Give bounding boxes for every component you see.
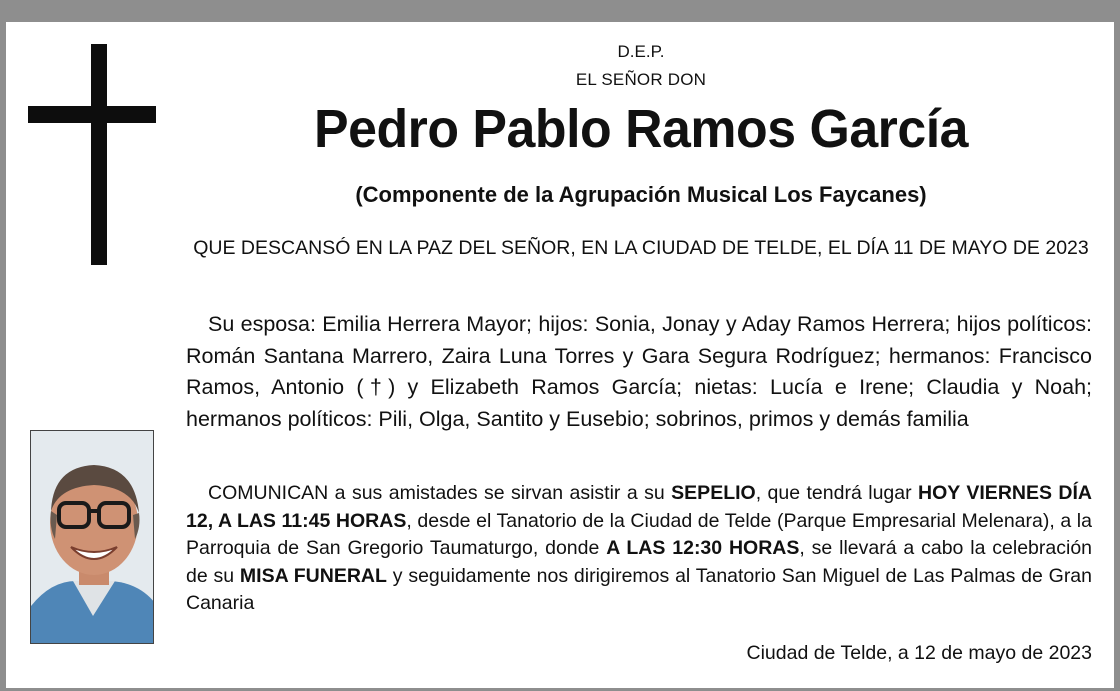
cross-horizontal-bar: [28, 106, 156, 123]
notice-bold-mass-time: A LAS 12:30 HORAS: [606, 537, 800, 559]
notice-bold-sepelio: SEPELIO: [671, 482, 756, 504]
honorific-line: EL SEÑOR DON: [575, 70, 707, 89]
obituary-card: [6, 22, 1114, 688]
death-notice: QUE DESCANSÓ EN LA PAZ DEL SEÑOR, EN LA CIUDAD DE TELDE, EL DÍA 11 DE MAYO DE 2023: [193, 237, 1089, 259]
notice-text-4: , se llevará a cabo la celebración de su: [186, 537, 1093, 587]
affiliation-subtitle: (Componente de la Agrupación Musical Los Faycanes): [355, 182, 927, 207]
signoff-date: Ciudad de Telde, a 12 de mayo de 2023: [746, 642, 1092, 664]
notice-text-5: y seguidamente nos dirigiremos al Tanatorio San Miguel de Las Palmas de Gran Canaria: [186, 564, 1093, 614]
notice-text-1: COMUNICAN a sus amistades se sirvan asistir a su: [208, 482, 672, 504]
family-paragraph: Su esposa: Emilia Herrera Mayor; hijos: Sonia, Jonay y Aday Ramos Herrera; hijos políticos: Román Santana Marrero, Zaira Luna Torres y Gara Segura Rodríguez; hermanos: Francisco Ramos, Antonio (†) y Elizabeth Ramos García; nietas: Lucía e Irene; Claudia y Noah; hermanos políticos: Pili, Olga, Santito y Eusebio; sobrinos, primos y demás familia: [186, 312, 1092, 431]
deceased-name: Pedro Pablo Ramos García: [314, 99, 968, 159]
notice-bold-time: HOY VIERNES DÍA 12, A LAS 11:45 HORAS: [186, 482, 1093, 532]
portrait-photo: [30, 430, 154, 644]
dep-heading: D.E.P.: [617, 42, 665, 61]
notice-bold-misa: MISA FUNERAL: [239, 564, 387, 587]
funeral-notice-paragraph: [186, 480, 1092, 618]
notice-text-3: , desde el Tanatorio de la Ciudad de Telde (Parque Empresarial Melenara), a la Parroquia de San Gregorio Taumaturgo, donde: [186, 509, 1092, 559]
notice-text-2: , que tendrá lugar: [755, 482, 919, 504]
portrait-illustration: [31, 431, 154, 644]
cross-vertical-bar: [91, 44, 107, 265]
